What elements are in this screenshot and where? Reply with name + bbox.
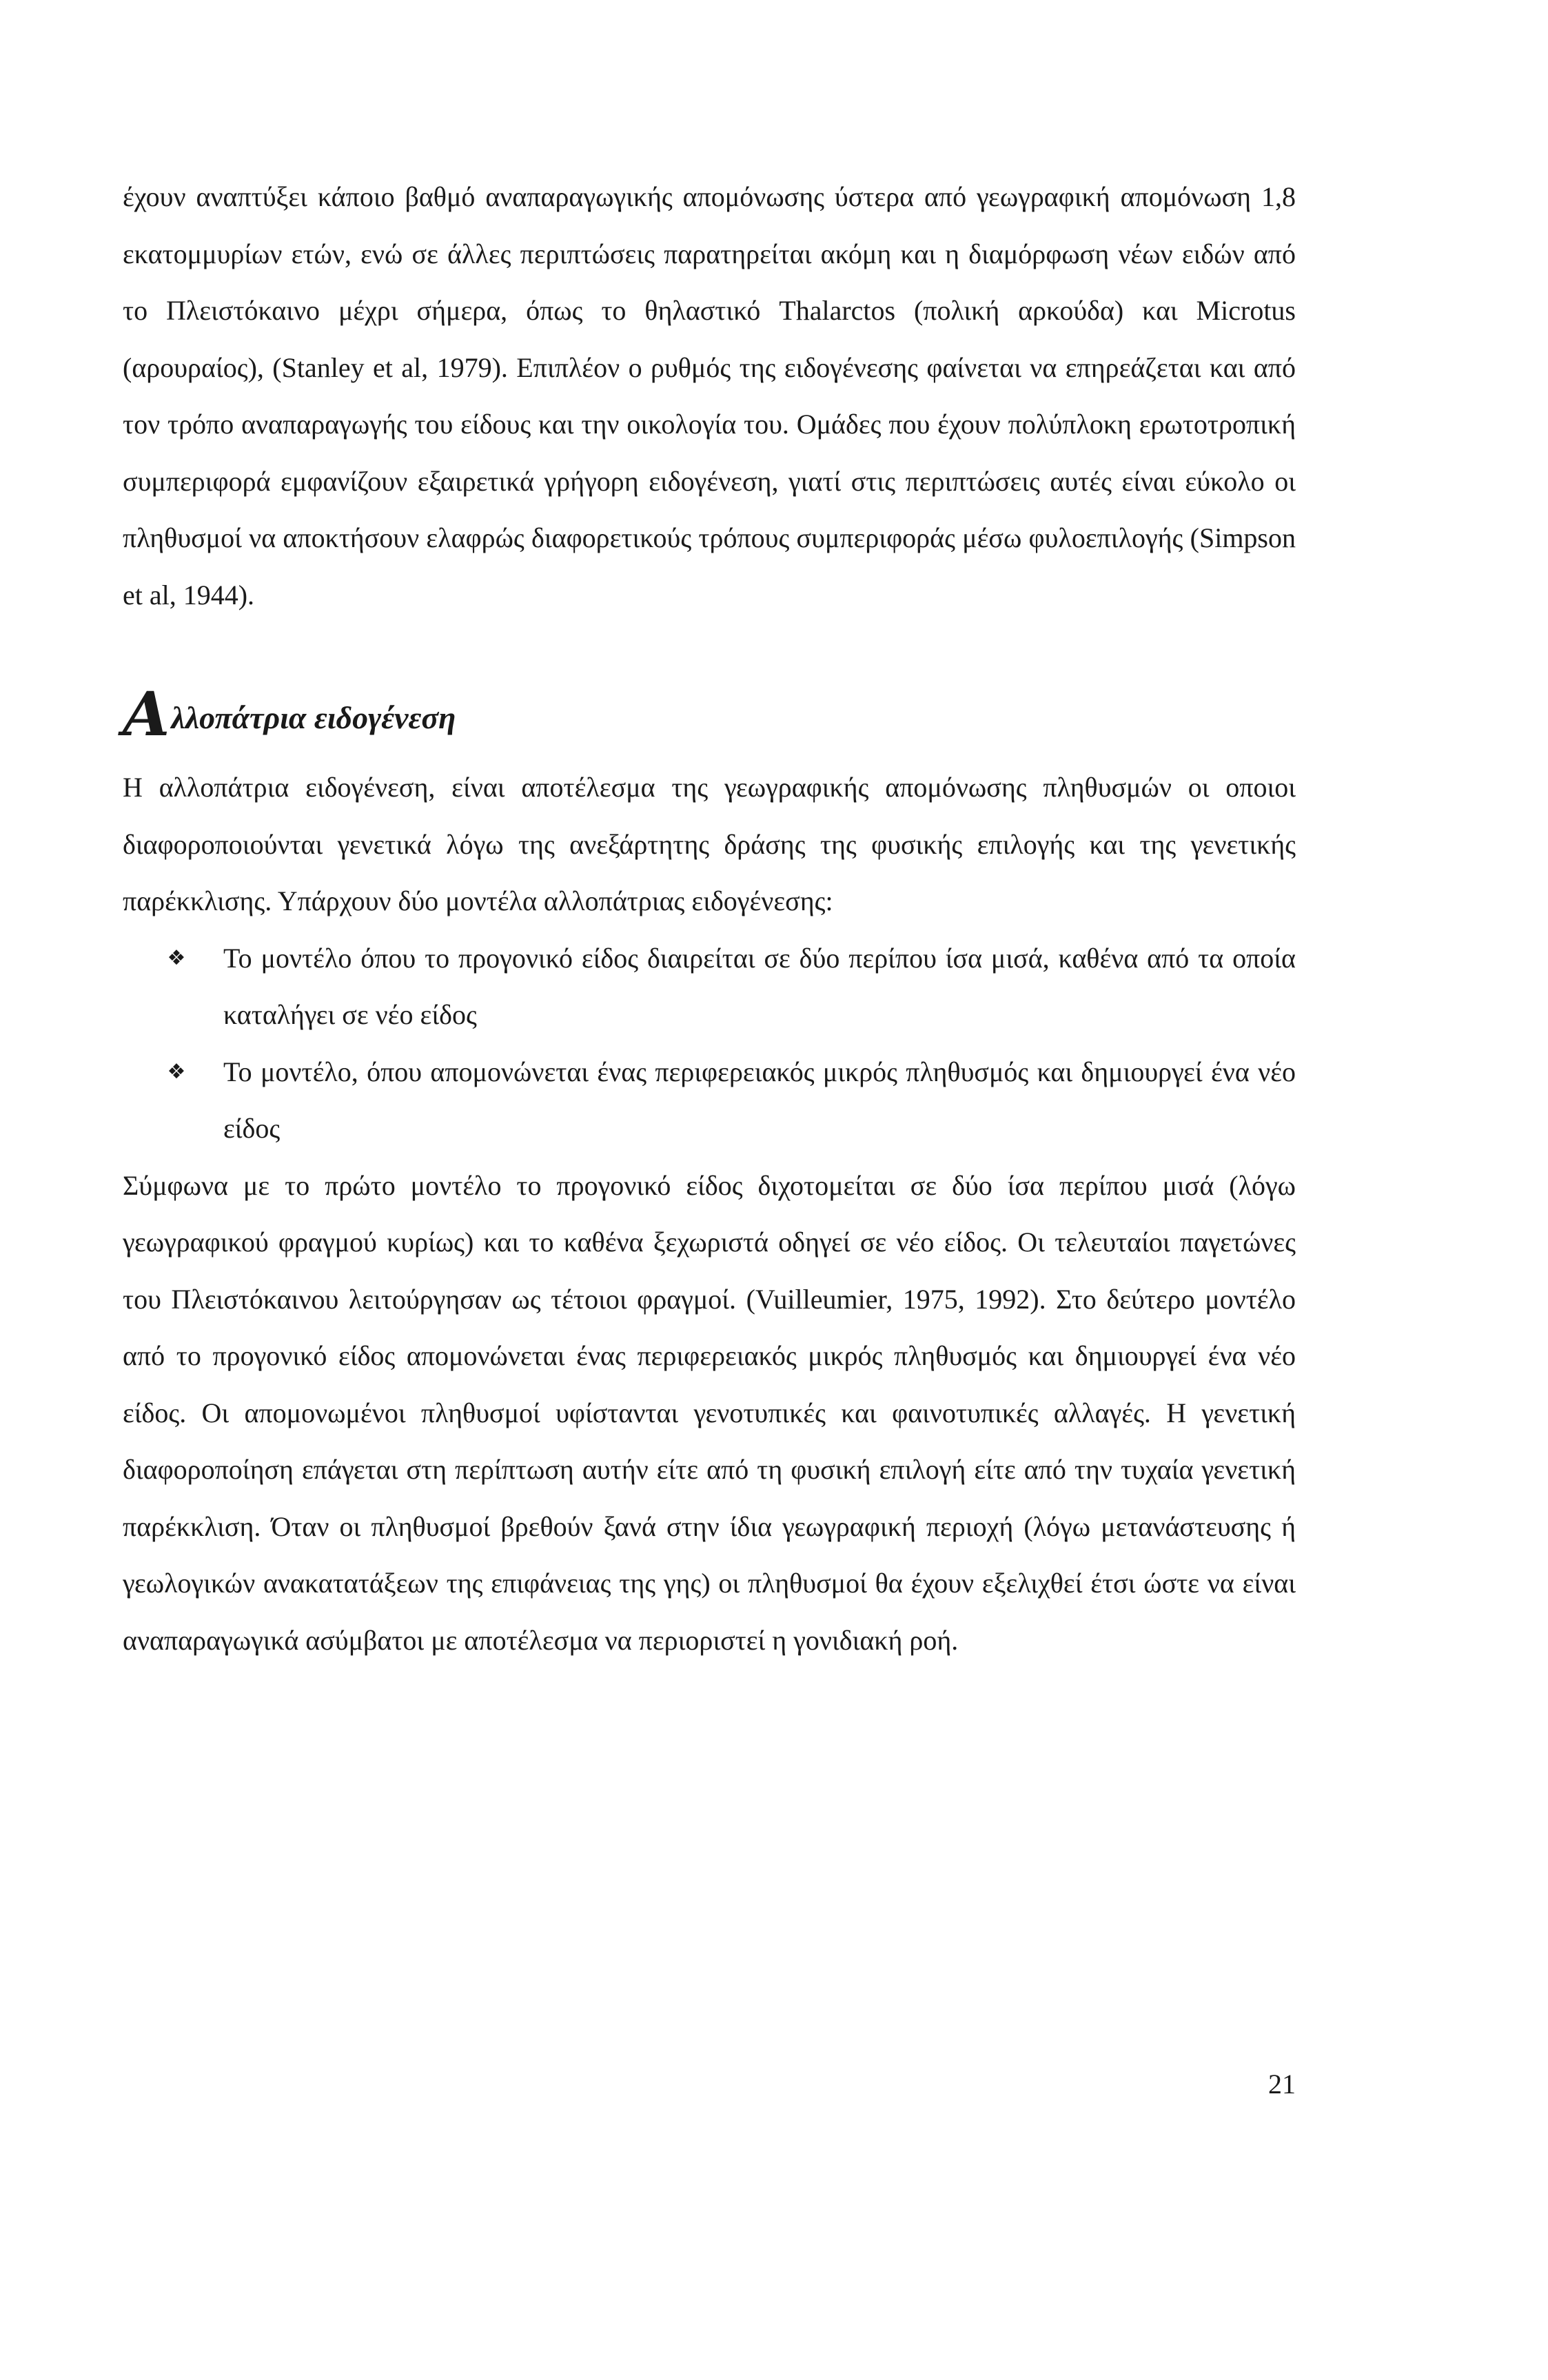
intro-paragraph: έχουν αναπτύξει κάποιο βαθμό αναπαραγωγικής απομόνωσης ύστερα από γεωγραφική απομόνωση 1,8 εκατομμυρίων ετών, ενώ σε άλλες περιπτώσεις παρατηρείται ακόμη και η διαμόρφωση νέων ειδών από το Πλειστόκαινο μέχρι σήμερα, όπως το θηλαστικό Thalarctos (πολική αρκούδα) και Microtus (αρουραίος), (Stanley et al, 1979). Επιπλέον ο ρυθμός της ειδογένεσης φαίνεται να επηρεάζεται και από τον τρόπο αναπαραγωγής του είδους και την οικολογία του. Ομάδες που έχουν πολύπλοκη ερωτοτροπική συμπεριφορά εμφανίζουν εξαιρετικά γρήγορη ειδογένεση, γιατί στις περιπτώσεις αυτές είναι εύκολο οι πληθυσμοί να αποκτήσουν ελαφρώς διαφορετικούς τρόπους συμπεριφοράς μέσω φυλοεπιλογής (Simpson et al, 1944). [123,181,1296,611]
model-text: Το μοντέλο, όπου απομονώνεται ένας περιφερειακός μικρός πληθυσμός και δημιουργεί ένα νέο είδος [223,1056,1296,1144]
list-item [123,1044,1296,1158]
closing-paragraph: Σύμφωνα με το πρώτο μοντέλο το προγονικό είδος διχοτομείται σε δύο ίσα περίπου μισά (λόγω γεωγραφικού φραγμού κυρίως) και το καθένα ξεχωριστά οδηγεί σε νέο είδος. Οι τελευταίοι παγετώνες του Πλειστόκαινου λειτούργησαν ως τέτοιοι φραγμοί. (Vuilleumier, 1975, 1992). Στο δεύτερο μοντέλο από το προγονικό είδος απομονώνεται ένας περιφερειακός μικρός πληθυσμός και δημιουργεί ένα νέο είδος. Οι απομονωμένοι πληθυσμοί υφίστανται γενοτυπικές και φαινοτυπικές αλλαγές. Η γενετική διαφοροποίηση επάγεται στη περίπτωση αυτήν είτε από τη φυσική επιλογή είτε από την τυχαία γενετική παρέκκλιση. Όταν οι πληθυσμοί βρεθούν ξανά στην ίδια γεωγραφική περιοχή (λόγω μετανάστευσης ή γεωλογικών ανακατατάξεων της επιφάνειας της γης) οι πληθυσμοί θα έχουν εξελιχθεί έτσι ώστε να είναι αναπαραγωγικά ασύμβατοι με αποτέλεσμα να περιοριστεί η γονιδιακή ροή. [123,1169,1296,1656]
page-content [123,169,1296,1669]
section-intro-paragraph: Η αλλοπάτρια ειδογένεση, είναι αποτέλεσμα της γεωγραφικής απομόνωσης πληθυσμών οι οποιοι διαφοροποιούνται γενετικά λόγω της ανεξάρτητης δράσης της φυσικής επιλογής και της γενετικής παρέκκλισης. Υπάρχουν δύο μοντέλα αλλοπάτριας ειδογένεσης: [123,772,1296,916]
page-number: 21 [1268,2069,1296,2100]
section-heading [123,678,1296,750]
section-heading-initial: Α [123,678,170,750]
model-list [123,930,1296,1158]
list-item [123,930,1296,1044]
model-text: Το μοντέλο όπου το προγονικό είδος διαιρείται σε δύο περίπου ίσα μισά, καθένα από τα οποία καταλήγει σε νέο είδος [223,942,1296,1030]
section-heading-text: λλοπάτρια ειδογένεση [171,700,456,735]
diamond-bullet-icon: ❖ [167,945,186,970]
diamond-bullet-icon: ❖ [167,1059,186,1084]
